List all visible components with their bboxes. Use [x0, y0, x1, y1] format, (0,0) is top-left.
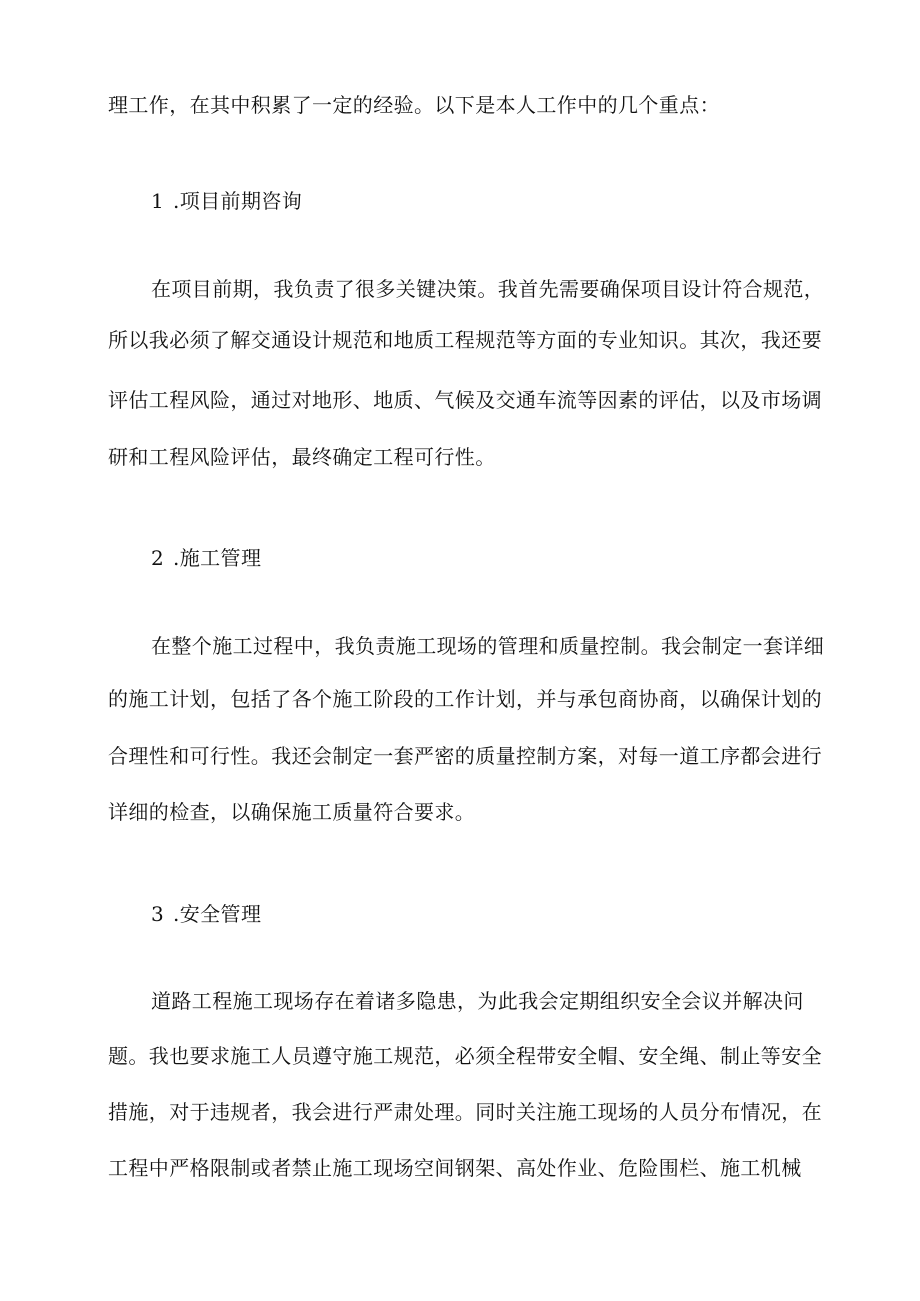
paragraph-line: 所以我必须了解交通设计规范和地质工程规范等方面的专业知识。其次，我还要: [108, 328, 822, 352]
paragraph-line: 详细的检查，以确保施工质量符合要求。: [108, 800, 476, 824]
section-number: 3: [151, 902, 165, 926]
section-heading-2: [151, 545, 261, 571]
paragraph-line: 道路工程施工现场存在着诸多隐患，为此我会定期组织安全会议并解决问: [151, 989, 804, 1013]
paragraph-line: 的施工计划，包括了各个施工阶段的工作计划，并与承包商协商，以确保计划的: [108, 687, 822, 711]
paragraph-line: 在项目前期，我负责了很多关键决策。我首先需要确保项目设计符合规范，: [151, 277, 825, 301]
paragraph-line: 研和工程风险评估，最终确定工程可行性。: [108, 445, 496, 469]
section-title: .安全管理: [173, 902, 262, 926]
section-number: 2: [151, 546, 165, 570]
paragraph-line: 措施，对于违规者，我会进行严肃处理。同时关注施工现场的人员分布情况，在: [108, 1100, 822, 1124]
paragraph-line: 评估工程风险，通过对地形、地质、气候及交通车流等因素的评估，以及市场调: [108, 388, 822, 412]
section-number: 1: [151, 189, 165, 213]
section-heading-1: [151, 188, 302, 214]
paragraph-line: 合理性和可行性。我还会制定一套严密的质量控制方案，对每一道工序都会进行: [108, 744, 822, 768]
paragraph-line: 题。我也要求施工人员遵守施工规范，必须全程带安全帽、安全绳、制止等安全: [108, 1044, 822, 1068]
paragraph-line: 工程中严格限制或者禁止施工现场空间钢架、高处作业、危险围栏、施工机械: [108, 1156, 802, 1180]
intro-paragraph-line: 理工作，在其中积累了一定的经验。以下是本人工作中的几个重点：: [108, 93, 720, 117]
section-heading-3: [151, 901, 261, 927]
section-title: .施工管理: [173, 546, 262, 570]
paragraph-line: 在整个施工过程中，我负责施工现场的管理和质量控制。我会制定一套详细: [151, 634, 825, 658]
section-title: .项目前期咨询: [173, 189, 303, 213]
